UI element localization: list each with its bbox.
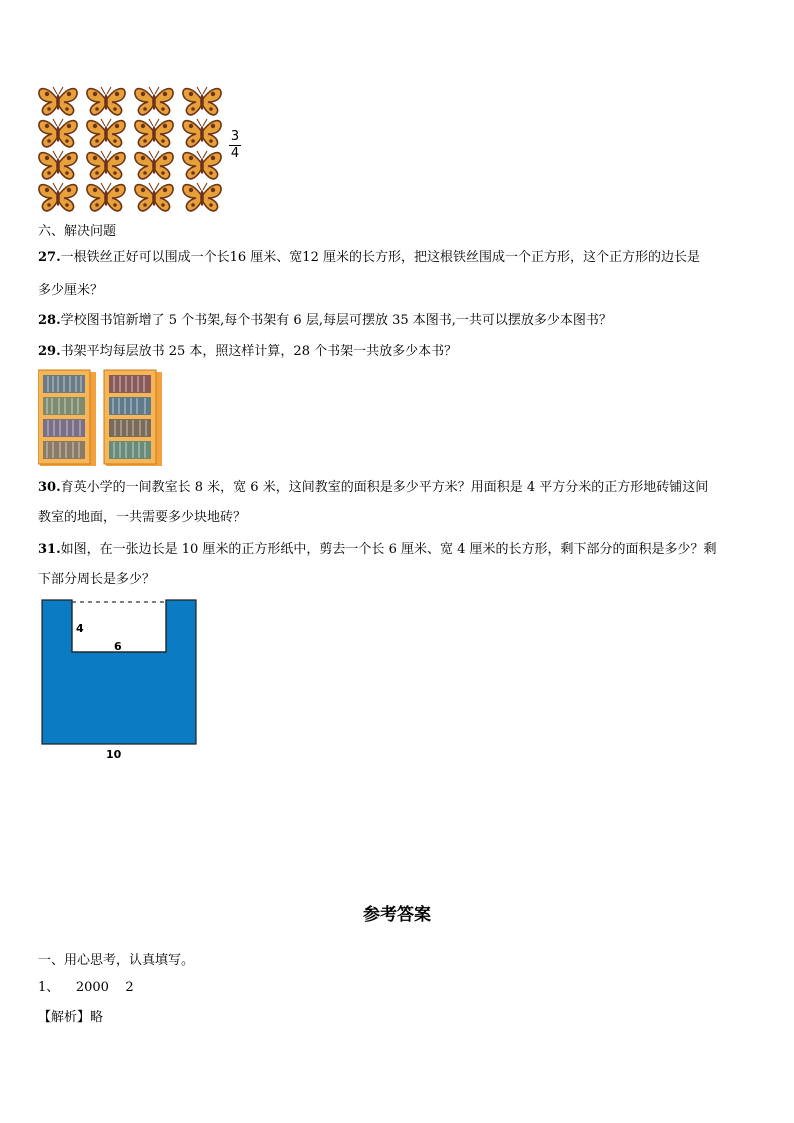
butterflies-illustration [38,84,228,212]
fraction-numerator: 3 [230,129,240,144]
answer-1 [38,980,134,996]
question-number: 28. [38,313,61,328]
question-text: 一根铁丝正好可以围成一个长16 厘米、宽12 厘米的长方形，把这根铁丝围成一个正方形，这个正方形的边长是 [60,250,700,265]
question-30-line2: 教室的地面，一共需要多少块地砖？ [38,510,247,525]
cut-width-label: 6 [114,640,122,653]
cut-square-diagram [38,596,203,764]
section-heading-6: 六、解决问题 [38,224,117,239]
remaining-paper-shape [42,600,196,744]
question-28 [38,313,612,329]
answers-section-1: 一、用心思考，认真填写。 [38,953,195,968]
question-number: 31. [38,542,61,557]
question-number: 30. [38,480,61,495]
question-29 [38,344,457,360]
question-27-line1 [38,250,700,266]
answers-title: 参考答案 [363,905,431,925]
question-number: 29. [38,344,61,359]
question-31-line1 [38,542,717,558]
bookshelves-illustration [38,368,162,468]
question-31-line2: 下部分周长是多少？ [38,572,156,587]
question-text: 育英小学的一间教室长 8 米，宽 6 米，这间教室的面积是多少平方米？用面积是 4 平方分米的正方形地砖铺这间 [60,480,709,495]
base-length-label: 10 [106,748,122,761]
answer-1-analysis: 【解析】略 [38,1010,104,1025]
question-27-line2: 多少厘米？ [38,283,104,298]
question-text: 学校图书馆新增了 5 个书架,每个书架有 6 层,每层可摆放 35 本图书,一共可以摆放多少本图书？ [60,313,612,328]
fraction-denominator: 4 [230,146,240,161]
question-text: 书架平均每层放书 25 本，照这样计算，28 个书架一共放多少本书？ [60,344,458,359]
question-30-line1 [38,480,708,496]
answer-number: 1、 [38,980,60,995]
question-number: 27. [38,250,61,265]
bookshelf-right [104,370,162,466]
answer-values: 2000 2 [75,980,134,995]
fraction-three-quarters [229,130,241,161]
bookshelf-left [38,370,96,466]
cut-height-label: 4 [76,622,84,635]
question-text: 如图，在一张边长是 10 厘米的正方形纸中，剪去一个长 6 厘米、宽 4 厘米的长方形，剩下部分的面积是多少？剩 [60,542,717,557]
